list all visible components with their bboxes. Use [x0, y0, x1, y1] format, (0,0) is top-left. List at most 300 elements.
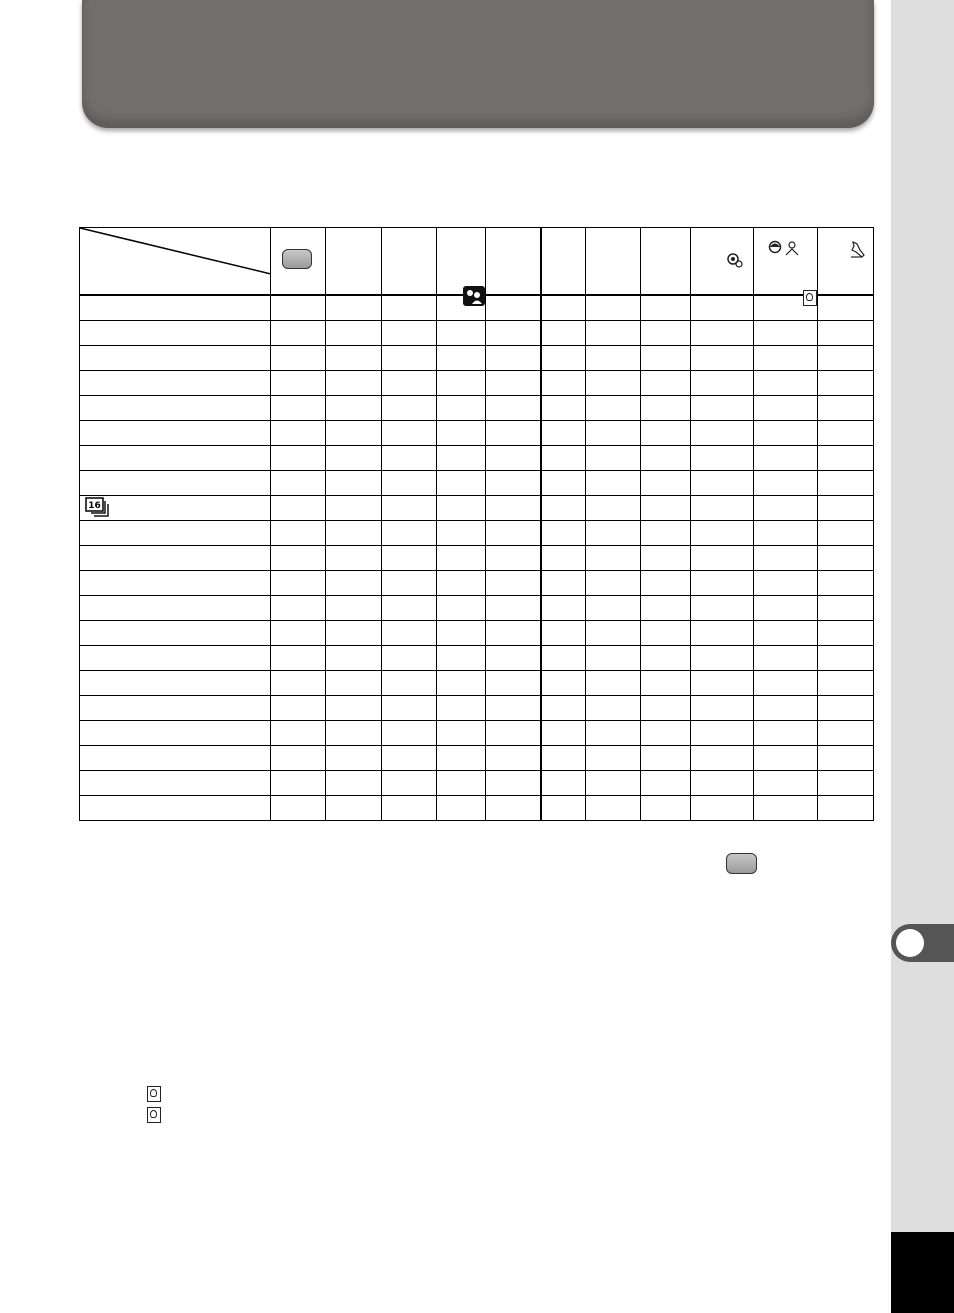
table-cell [271, 646, 326, 671]
table-cell [754, 546, 818, 571]
table-cell [641, 621, 691, 646]
table-cell [382, 671, 437, 696]
row-label-cell [80, 546, 271, 571]
table-cell [691, 521, 754, 546]
table-cell [641, 321, 691, 346]
table-cell [326, 596, 382, 621]
table-cell [818, 471, 874, 496]
table-cell [326, 771, 382, 796]
table-cell [818, 746, 874, 771]
table-cell [754, 421, 818, 446]
table-cell [271, 671, 326, 696]
table-cell [691, 621, 754, 646]
table-cell [586, 396, 641, 421]
portrait-frame-icon [147, 1107, 161, 1123]
table-cell [437, 771, 486, 796]
table-cell [486, 721, 541, 746]
table-cell [271, 471, 326, 496]
table-cell [326, 346, 382, 371]
row-label-cell [80, 571, 271, 596]
table-cell [326, 721, 382, 746]
table-cell [541, 746, 586, 771]
table-cell [691, 295, 754, 321]
table-cell [382, 796, 437, 821]
table-cell [754, 471, 818, 496]
table-cell [691, 796, 754, 821]
table-cell [691, 671, 754, 696]
table-cell [754, 796, 818, 821]
table-cell [486, 571, 541, 596]
table-header-row [80, 228, 874, 296]
table-cell [818, 295, 874, 321]
row-label-cell [80, 621, 271, 646]
table-cell [486, 646, 541, 671]
table-row [80, 646, 874, 671]
portrait-group-icon [768, 240, 802, 256]
table-cell [382, 721, 437, 746]
table-cell [818, 346, 874, 371]
table-cell [271, 721, 326, 746]
table-row [80, 496, 874, 521]
row-label-cell [80, 746, 271, 771]
table-row [80, 671, 874, 696]
table-cell [326, 746, 382, 771]
table-cell [382, 621, 437, 646]
table-cell [271, 346, 326, 371]
table-cell [382, 596, 437, 621]
auto-mode-button-icon [282, 249, 312, 269]
table-cell [271, 496, 326, 521]
table-cell [541, 396, 586, 421]
table-cell [691, 746, 754, 771]
table-cell [641, 746, 691, 771]
corner-diagonal-line [80, 228, 271, 294]
table-cell [382, 471, 437, 496]
table-cell [486, 371, 541, 396]
table-cell [326, 671, 382, 696]
table-cell [691, 371, 754, 396]
table-cell [486, 596, 541, 621]
pet-icon [848, 240, 866, 260]
table-cell [691, 346, 754, 371]
table-cell [326, 371, 382, 396]
table-cell [382, 771, 437, 796]
table-cell [326, 696, 382, 721]
table-cell [754, 696, 818, 721]
table-cell [326, 321, 382, 346]
table-cell [586, 746, 641, 771]
table-cell [382, 496, 437, 521]
table-cell [818, 446, 874, 471]
table-cell [326, 796, 382, 821]
table-cell [271, 521, 326, 546]
function-availability-table [79, 227, 874, 821]
table-cell [382, 646, 437, 671]
table-cell [818, 596, 874, 621]
table-cell [486, 621, 541, 646]
table-cell [271, 295, 326, 321]
table-cell [754, 446, 818, 471]
table-cell [754, 496, 818, 521]
table-cell [382, 321, 437, 346]
table-cell [586, 295, 641, 321]
table-cell [641, 646, 691, 671]
table-cell [754, 646, 818, 671]
table-cell [641, 546, 691, 571]
portrait-frame-icon [147, 1086, 161, 1102]
table-cell [486, 471, 541, 496]
column-header-7 [586, 228, 641, 296]
table-cell [691, 546, 754, 571]
row-label-cell [80, 471, 271, 496]
table-row [80, 796, 874, 821]
table-cell [754, 396, 818, 421]
table-cell [541, 596, 586, 621]
table-cell [586, 446, 641, 471]
row-label-cell [80, 371, 271, 396]
table-cell [437, 421, 486, 446]
table-cell [641, 496, 691, 521]
table-cell [691, 721, 754, 746]
side-thumb-strip [891, 0, 954, 1313]
column-header-auto [271, 228, 326, 296]
table-cell [586, 571, 641, 596]
column-header-flower [691, 228, 754, 296]
table-cell [586, 721, 641, 746]
table-cell [818, 771, 874, 796]
row-label-cell [80, 596, 271, 621]
table-cell [437, 646, 486, 671]
table-cell [541, 371, 586, 396]
table-cell [271, 771, 326, 796]
table-cell [691, 471, 754, 496]
table-cell [754, 346, 818, 371]
table-cell [271, 796, 326, 821]
table-corner-cell [80, 228, 271, 296]
table-row [80, 371, 874, 396]
table-cell [437, 746, 486, 771]
table-row [80, 321, 874, 346]
column-header-8 [641, 228, 691, 296]
table-cell [271, 596, 326, 621]
row-label-cell [80, 421, 271, 446]
table-cell [437, 371, 486, 396]
flower-macro-icon [726, 252, 744, 270]
table-cell [271, 571, 326, 596]
table-cell [586, 346, 641, 371]
row-label-cell [80, 295, 271, 321]
table-cell [382, 746, 437, 771]
table-cell [271, 446, 326, 471]
table-cell [641, 596, 691, 621]
table-cell [271, 396, 326, 421]
table-cell [486, 321, 541, 346]
table-row [80, 521, 874, 546]
table-row [80, 396, 874, 421]
table-cell [754, 371, 818, 396]
chapter-tab-marker [896, 929, 924, 957]
column-header-pet [818, 228, 874, 296]
table-cell [586, 471, 641, 496]
table-cell [818, 421, 874, 446]
table-cell [818, 396, 874, 421]
table-row [80, 571, 874, 596]
table-cell [691, 446, 754, 471]
table-cell [754, 671, 818, 696]
table-cell [691, 496, 754, 521]
table-cell [437, 696, 486, 721]
table-cell [641, 295, 691, 321]
table-cell [271, 371, 326, 396]
table-cell [437, 496, 486, 521]
column-header-6 [541, 228, 586, 296]
table-row [80, 696, 874, 721]
table-cell [641, 371, 691, 396]
table-cell [641, 446, 691, 471]
table-cell [382, 371, 437, 396]
row-label-cell [80, 646, 271, 671]
table-cell [326, 646, 382, 671]
table-cell [818, 696, 874, 721]
table-cell [818, 521, 874, 546]
table-cell [326, 446, 382, 471]
table-cell [541, 421, 586, 446]
column-header-5 [486, 228, 541, 296]
table-cell [382, 346, 437, 371]
table-cell [541, 446, 586, 471]
table-cell [271, 546, 326, 571]
table-cell [541, 321, 586, 346]
table-cell [437, 721, 486, 746]
row-label-cell [80, 396, 271, 421]
table-row [80, 746, 874, 771]
table-cell [586, 521, 641, 546]
table-cell [271, 321, 326, 346]
table-row [80, 596, 874, 621]
svg-text:16: 16 [88, 500, 101, 511]
table-cell [818, 546, 874, 571]
table-cell [486, 671, 541, 696]
table-cell [326, 521, 382, 546]
portrait-frame-icon [803, 290, 817, 306]
table-cell [691, 421, 754, 446]
table-cell [486, 295, 541, 321]
table-cell [271, 421, 326, 446]
table-cell [541, 796, 586, 821]
table-cell [818, 571, 874, 596]
table-cell [382, 396, 437, 421]
table-cell [641, 671, 691, 696]
table-cell [541, 571, 586, 596]
table-cell [641, 721, 691, 746]
column-header-3 [382, 228, 437, 296]
table-cell [541, 671, 586, 696]
table-cell [486, 696, 541, 721]
table-cell [691, 696, 754, 721]
table-cell [754, 571, 818, 596]
table-row [80, 471, 874, 496]
page-number-block [891, 1232, 954, 1313]
table-cell [437, 321, 486, 346]
table-cell [382, 521, 437, 546]
table-cell [271, 621, 326, 646]
sixteen-frame-burst-icon [85, 497, 113, 520]
table-row [80, 421, 874, 446]
table-cell [486, 421, 541, 446]
column-header-night-portrait [437, 228, 486, 296]
table-cell [541, 696, 586, 721]
table-cell [271, 746, 326, 771]
table-cell [641, 471, 691, 496]
table-cell [437, 471, 486, 496]
table-cell [541, 621, 586, 646]
table-cell [754, 721, 818, 746]
table-cell [486, 771, 541, 796]
table-cell [326, 571, 382, 596]
auto-mode-button-icon [726, 853, 757, 874]
table-cell [326, 295, 382, 321]
table-cell [691, 571, 754, 596]
table-cell [818, 646, 874, 671]
table-row [80, 621, 874, 646]
table-cell [754, 746, 818, 771]
table-cell [641, 346, 691, 371]
table-cell [818, 796, 874, 821]
table-cell [486, 546, 541, 571]
table-cell [586, 371, 641, 396]
table-cell [486, 396, 541, 421]
table-cell [437, 546, 486, 571]
table-cell [691, 646, 754, 671]
table-cell [326, 421, 382, 446]
table-cell [382, 696, 437, 721]
table-cell [754, 321, 818, 346]
table-cell [437, 671, 486, 696]
row-label-cell [80, 696, 271, 721]
table-cell [641, 796, 691, 821]
table-cell [586, 496, 641, 521]
table-cell [586, 646, 641, 671]
table-cell [586, 321, 641, 346]
table-cell [437, 621, 486, 646]
table-cell [437, 796, 486, 821]
table-cell [691, 596, 754, 621]
row-label-cell [80, 321, 271, 346]
table-cell [437, 346, 486, 371]
table-cell [541, 496, 586, 521]
table-cell [541, 521, 586, 546]
table-cell [641, 396, 691, 421]
table-cell [641, 571, 691, 596]
table-cell [818, 496, 874, 521]
table-cell [586, 421, 641, 446]
row-label-cell [80, 496, 271, 521]
table-cell [382, 421, 437, 446]
column-header-2 [326, 228, 382, 296]
table-cell [541, 346, 586, 371]
table-cell [586, 546, 641, 571]
table-cell [541, 721, 586, 746]
table-cell [326, 396, 382, 421]
row-label-cell [80, 671, 271, 696]
row-label-cell [80, 346, 271, 371]
table-cell [641, 521, 691, 546]
table-cell [541, 771, 586, 796]
table-cell [541, 546, 586, 571]
table-cell [818, 371, 874, 396]
table-cell [437, 571, 486, 596]
row-label-cell [80, 721, 271, 746]
table-cell [382, 571, 437, 596]
table-row [80, 346, 874, 371]
table-cell [486, 346, 541, 371]
row-label-cell [80, 446, 271, 471]
table-cell [818, 721, 874, 746]
table-cell [641, 771, 691, 796]
table-row [80, 546, 874, 571]
table-cell [437, 521, 486, 546]
table-cell [586, 696, 641, 721]
table-cell [486, 496, 541, 521]
table-cell [486, 446, 541, 471]
table-row [80, 771, 874, 796]
table-cell [754, 771, 818, 796]
table-cell [326, 471, 382, 496]
table-cell [437, 596, 486, 621]
row-label-cell [80, 771, 271, 796]
table-cell [326, 546, 382, 571]
table-cell [586, 771, 641, 796]
column-header-portrait-group [754, 228, 818, 296]
table-cell [586, 621, 641, 646]
table-cell [326, 496, 382, 521]
table-cell [382, 446, 437, 471]
table-cell [486, 521, 541, 546]
night-scene-portrait-icon [463, 286, 485, 306]
table-cell [754, 521, 818, 546]
table-cell [691, 396, 754, 421]
table-cell [271, 696, 326, 721]
table-cell [541, 646, 586, 671]
table-cell [586, 671, 641, 696]
table-cell [754, 621, 818, 646]
table-cell [641, 421, 691, 446]
table-cell [586, 596, 641, 621]
table-row [80, 446, 874, 471]
table-cell [691, 771, 754, 796]
table-cell [754, 596, 818, 621]
table-cell [382, 546, 437, 571]
table-cell [486, 796, 541, 821]
chapter-header-banner [82, 0, 874, 128]
table-row [80, 721, 874, 746]
table-cell [382, 295, 437, 321]
table-cell [326, 621, 382, 646]
table-cell [541, 295, 586, 321]
table-cell [586, 796, 641, 821]
table-cell [818, 621, 874, 646]
table-cell [691, 321, 754, 346]
row-label-cell [80, 796, 271, 821]
table-cell [486, 746, 541, 771]
table-cell [437, 446, 486, 471]
row-label-cell [80, 521, 271, 546]
table-cell [818, 321, 874, 346]
table-cell [541, 471, 586, 496]
table-cell [818, 671, 874, 696]
table-cell [437, 396, 486, 421]
table-cell [641, 696, 691, 721]
